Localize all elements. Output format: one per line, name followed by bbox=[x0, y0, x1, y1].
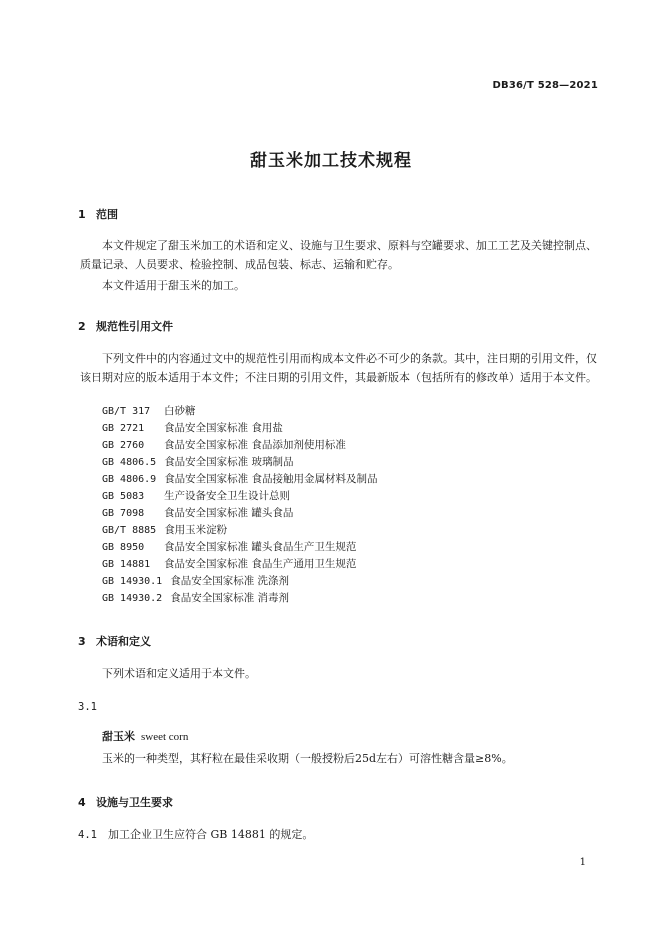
section-number: 4 bbox=[78, 796, 86, 809]
section-title: 规范性引用文件 bbox=[96, 320, 173, 333]
reference-item bbox=[102, 556, 356, 573]
clause-text: 加工企业卫生应符合 GB 14881 的规定。 bbox=[108, 828, 314, 841]
clause-number: 4.1 bbox=[78, 829, 97, 841]
section-1-heading bbox=[78, 206, 118, 222]
reference-code: GB 4806.5 bbox=[102, 457, 157, 468]
section-number: 2 bbox=[78, 320, 86, 333]
reference-item bbox=[102, 454, 294, 471]
term-entry bbox=[102, 728, 188, 744]
reference-code: GB 14930.2 bbox=[102, 593, 163, 604]
reference-name: 食品安全国家标准 玻璃制品 bbox=[164, 456, 294, 468]
document-title: 甜玉米加工技术规程 bbox=[250, 151, 412, 171]
section-title: 设施与卫生要求 bbox=[96, 796, 173, 809]
reference-name: 食品安全国家标准 洗涤剂 bbox=[170, 575, 290, 587]
reference-item bbox=[102, 573, 289, 590]
section-number: 1 bbox=[78, 208, 86, 221]
section-2-heading bbox=[78, 318, 173, 334]
section-4-heading bbox=[78, 794, 173, 810]
reference-item bbox=[102, 403, 196, 420]
normative-references-intro: 下列文件中的内容通过文中的规范性引用而构成本文件必不可少的条款。其中，注日期的引用文件，仅该日期对应的版本适用于本文件；不注日期的引用文件，其最新版本（包括所有的修改单）适用于本文件。 bbox=[80, 352, 597, 384]
reference-name: 生产设备安全卫生设计总则 bbox=[164, 490, 290, 502]
subclause-number bbox=[78, 700, 108, 713]
reference-item bbox=[102, 437, 346, 454]
scope-paragraph: 本文件规定了甜玉米加工的术语和定义、设施与卫生要求、原料与空罐要求、加工工艺及关键控制点、质量记录、人员要求、检验控制、成品包装、标志、运输和贮存。 bbox=[80, 239, 597, 271]
document-number: DB36/T 528—2021 bbox=[492, 80, 598, 91]
reference-name: 白砂糖 bbox=[164, 405, 196, 417]
reference-code: GB 4806.9 bbox=[102, 474, 157, 485]
reference-code: GB 8950 bbox=[102, 542, 145, 553]
reference-item bbox=[102, 539, 356, 556]
reference-name: 食品安全国家标准 食用盐 bbox=[164, 422, 283, 434]
clause-4-1 bbox=[78, 826, 313, 842]
reference-name: 食品安全国家标准 消毒剂 bbox=[170, 592, 290, 604]
term-definition: 玉米的一种类型，其籽粒在最佳采收期（一般授粉后25d左右）可溶性糖含量≥8%。 bbox=[102, 752, 513, 765]
reference-name: 食品安全国家标准 食品接触用金属材料及制品 bbox=[164, 473, 378, 485]
reference-code: GB 14881 bbox=[102, 559, 151, 570]
reference-item bbox=[102, 505, 293, 522]
reference-item bbox=[102, 488, 290, 505]
section-3-heading bbox=[78, 633, 151, 649]
reference-item bbox=[102, 420, 283, 437]
section-title: 范围 bbox=[96, 208, 118, 221]
terms-intro: 下列术语和定义适用于本文件。 bbox=[102, 667, 256, 680]
reference-code: GB 14930.1 bbox=[102, 576, 163, 587]
reference-name: 食用玉米淀粉 bbox=[164, 524, 228, 536]
reference-code: GB/T 8885 bbox=[102, 525, 157, 536]
term-english: sweet corn bbox=[141, 731, 189, 743]
term-chinese: 甜玉米 bbox=[102, 730, 135, 743]
reference-code: GB/T 317 bbox=[102, 406, 151, 417]
page-number: 1 bbox=[579, 857, 586, 868]
reference-code: GB 5083 bbox=[102, 491, 145, 502]
reference-name: 食品安全国家标准 罐头食品 bbox=[164, 507, 294, 519]
reference-item bbox=[102, 590, 289, 607]
reference-name: 食品安全国家标准 食品添加剂使用标准 bbox=[164, 439, 346, 451]
reference-code: GB 2760 bbox=[102, 440, 145, 451]
scope-applicability: 本文件适用于甜玉米的加工。 bbox=[102, 279, 245, 292]
reference-item bbox=[102, 471, 378, 488]
subclause-3-1-number: 3.1 bbox=[78, 701, 97, 713]
reference-name: 食品安全国家标准 罐头食品生产卫生规范 bbox=[164, 541, 357, 553]
reference-name: 食品安全国家标准 食品生产通用卫生规范 bbox=[164, 558, 357, 570]
reference-code: GB 2721 bbox=[102, 423, 145, 434]
reference-code: GB 7098 bbox=[102, 508, 145, 519]
reference-item bbox=[102, 522, 227, 539]
section-number: 3 bbox=[78, 635, 86, 648]
section-title: 术语和定义 bbox=[96, 635, 151, 648]
